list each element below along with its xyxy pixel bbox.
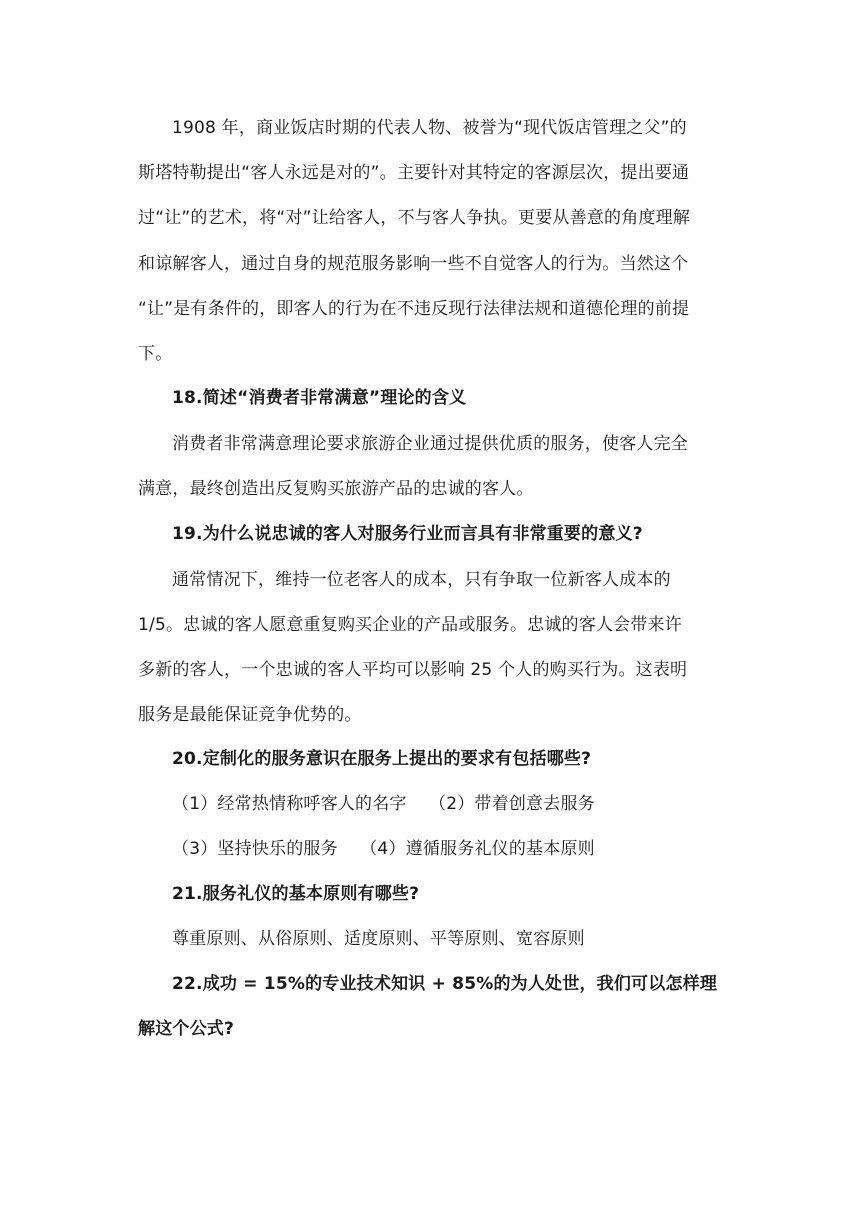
text-line: 过“让”的艺术，将“对”让给客人，不与客人争执。更要从善意的角度理解 bbox=[138, 208, 691, 228]
text-line: 和谅解客人，通过自身的规范服务影响一些不自觉客人的行为。当然这个 bbox=[138, 254, 689, 274]
text-line: 1908 年，商业饭店时期的代表人物、被誉为“现代饭店管理之父”的 bbox=[172, 118, 687, 138]
answer-line: 满意，最终创造出反复购买旅游产品的忠诚的客人。 bbox=[138, 479, 534, 499]
question-heading: 20.定制化的服务意识在服务上提出的要求有包括哪些? bbox=[172, 749, 592, 769]
answer-line: 尊重原则、从俗原则、适度原则、平等原则、宽容原则 bbox=[172, 929, 585, 949]
question-heading: 19.为什么说忠诚的客人对服务行业而言具有非常重要的意义? bbox=[172, 524, 643, 544]
question-heading: 22.成功 = 15%的专业技术知识 + 85%的为人处世，我们可以怎样理 bbox=[172, 974, 718, 994]
question-heading-continued: 解这个公式? bbox=[138, 1019, 235, 1039]
text-line: “让”是有条件的，即客人的行为在不违反现行法律法规和道德伦理的前提 bbox=[138, 299, 690, 319]
answer-line: （3）坚持快乐的服务 （4）遵循服务礼仪的基本原则 bbox=[172, 839, 595, 859]
question-heading: 18.简述“消费者非常满意”理论的含义 bbox=[172, 388, 467, 408]
answer-line: 多新的客人，一个忠诚的客人平均可以影响 25 个人的购买行为。这表明 bbox=[138, 660, 688, 680]
answer-line: 消费者非常满意理论要求旅游企业通过提供优质的服务，使客人完全 bbox=[172, 434, 688, 454]
text-line: 下。 bbox=[138, 344, 173, 364]
answer-line: 通常情况下，维持一位老客人的成本，只有争取一位新客人成本的 bbox=[172, 570, 671, 590]
question-heading: 21.服务礼仪的基本原则有哪些? bbox=[172, 884, 420, 904]
answer-line: （1）经常热情称呼客人的名字 （2）带着创意去服务 bbox=[172, 794, 595, 814]
text-line: 斯塔特勒提出“客人永远是对的”。主要针对其特定的客源层次，提出要通 bbox=[138, 163, 690, 183]
answer-line: 1/5。忠诚的客人愿意重复购买企业的产品或服务。忠诚的客人会带来许 bbox=[138, 615, 682, 635]
answer-line: 服务是最能保证竞争优势的。 bbox=[138, 705, 362, 725]
